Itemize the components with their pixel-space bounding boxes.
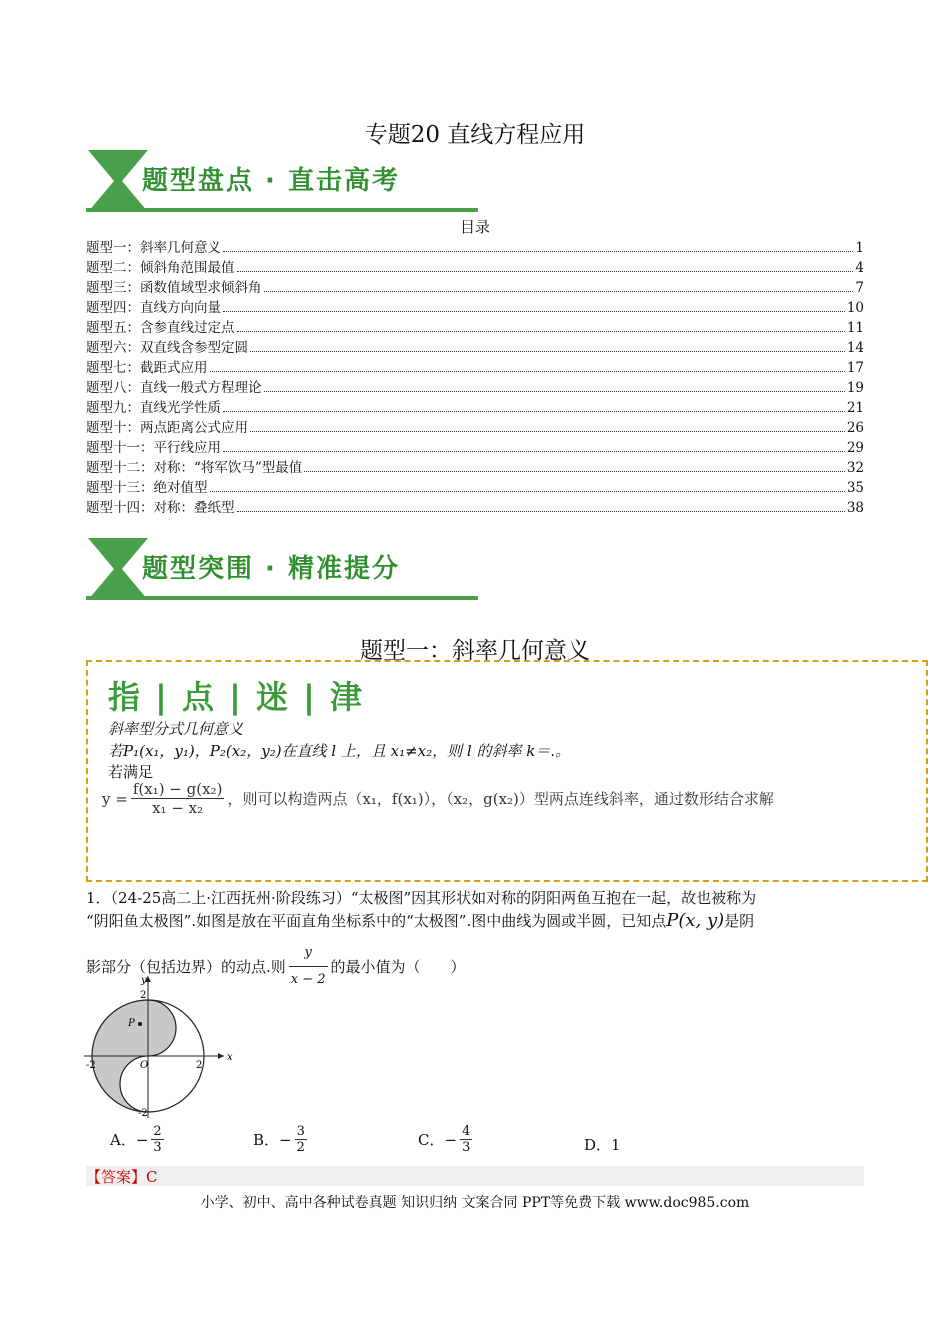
toc-row[interactable] — [86, 236, 864, 256]
option-numerator: 2 — [153, 1124, 162, 1139]
option-b[interactable] — [253, 1124, 310, 1155]
option-denominator: 3 — [462, 1140, 471, 1155]
toc-label: 题型十二：对称：“将军饮马”型最值 — [86, 460, 303, 476]
toc-page: 11 — [846, 320, 864, 336]
question-text: “阴阳鱼太极图”.如图是放在平面直角坐标系中的“太极图”.图中曲线为圆或半圆，已知点 — [86, 912, 667, 930]
toc-label: 题型九：直线光学性质 — [86, 400, 221, 416]
toc-label: 题型二：倾斜角范围最值 — [86, 260, 235, 276]
toc-row[interactable] — [86, 256, 864, 276]
formula-lhs: y = — [102, 789, 128, 808]
shaded-upper-bulge — [148, 1000, 176, 1056]
tip-line: 若满足 — [108, 763, 154, 781]
toc-row[interactable] — [86, 416, 864, 436]
toc-page: 17 — [846, 360, 864, 376]
option-denominator: 2 — [296, 1140, 305, 1155]
toc-row[interactable] — [86, 316, 864, 336]
toc-row[interactable] — [86, 456, 864, 476]
tip-heading: 指 | 点 | 迷 | 津 — [108, 678, 364, 716]
option-numerator: 3 — [296, 1124, 305, 1139]
option-c[interactable] — [418, 1124, 475, 1155]
option-value: 1 — [611, 1135, 621, 1154]
toc-label: 题型六：双直线含参型定圆 — [86, 340, 248, 356]
section-heading: 题型一：斜率几何意义 — [360, 638, 590, 664]
toc-page: 19 — [846, 380, 864, 396]
banner-text: 题型盘点 · 直击高考 — [142, 166, 400, 196]
toc-label: 题型十三：绝对值型 — [86, 480, 208, 496]
option-d[interactable] — [584, 1134, 621, 1155]
toc-page: 10 — [846, 300, 864, 316]
slope-formula — [102, 780, 774, 817]
point-p-dot — [138, 1022, 142, 1026]
page-title: 专题20 直线方程应用 — [364, 122, 586, 148]
toc-page: 21 — [846, 400, 864, 416]
fraction-denominator: x − 2 — [290, 972, 326, 987]
toc-title: 目录 — [459, 218, 490, 236]
toc-label: 题型七：截距式应用 — [86, 360, 208, 376]
tip-box — [86, 660, 928, 882]
toc-label: 题型四：直线方向向量 — [86, 300, 221, 316]
page-footer: 小学、初中、高中各种试卷真题 知识归纳 文案合同 PPT等免费下载 www.doc985.com — [200, 1195, 750, 1211]
toc-row[interactable] — [86, 436, 864, 456]
point-p-label: P — [128, 1018, 135, 1029]
banner-breakthrough — [86, 536, 478, 602]
toc-row[interactable] — [86, 276, 864, 296]
toc-label: 题型三：函数值域型求倾斜角 — [86, 280, 262, 296]
option-a[interactable] — [110, 1124, 167, 1155]
toc-page: 35 — [846, 480, 864, 496]
toc-label: 题型八：直线一般式方程理论 — [86, 380, 262, 396]
answer-value: C — [146, 1168, 158, 1186]
toc-row[interactable] — [86, 336, 864, 356]
formula-numerator: f(x₁) − g(x₂) — [132, 780, 223, 798]
option-label: D． — [584, 1136, 612, 1154]
question-text: 影部分（包括边界）的动点.则 — [86, 957, 286, 976]
toc-page: 29 — [846, 440, 864, 456]
formula-fraction — [131, 780, 225, 817]
formula-denominator: x₁ − x₂ — [152, 799, 204, 817]
tick-label-x-neg: -2 — [86, 1060, 96, 1071]
toc-row[interactable] — [86, 496, 864, 516]
banner-exam-overview — [86, 148, 478, 214]
table-of-contents — [86, 236, 864, 516]
fraction-numerator: y — [289, 940, 328, 967]
option-sign: − — [279, 1130, 292, 1149]
question-line — [86, 908, 876, 934]
taiji-figure — [84, 972, 234, 1118]
y-axis-label: y — [141, 975, 147, 986]
toc-label: 题型十：两点距离公式应用 — [86, 420, 248, 436]
toc-label: 题型五：含参直线过定点 — [86, 320, 235, 336]
tip-line: 斜率型分式几何意义 — [108, 720, 244, 738]
toc-page: 26 — [846, 420, 864, 436]
option-label: A． — [110, 1131, 136, 1149]
tip-line: 若P₁(x₁，y₁)，P₂(x₂，y₂)在直线 l 上，且 x₁≠x₂，则 l 的斜率 k＝.。 — [108, 742, 571, 760]
banner-text: 题型突围 · 精准提分 — [142, 554, 400, 584]
origin-label: O — [140, 1060, 149, 1071]
option-fraction — [295, 1124, 307, 1155]
answer-bar — [86, 1166, 864, 1186]
option-label: C． — [418, 1131, 445, 1149]
toc-row[interactable] — [86, 296, 864, 316]
toc-row[interactable] — [86, 356, 864, 376]
tick-label-y-neg: -2 — [138, 1108, 148, 1118]
toc-page: 32 — [846, 460, 864, 476]
option-denominator: 3 — [153, 1140, 162, 1155]
toc-row[interactable] — [86, 476, 864, 496]
toc-row[interactable] — [86, 396, 864, 416]
toc-page: 7 — [855, 280, 864, 296]
tick-label-x-pos: 2 — [196, 1060, 203, 1071]
toc-page: 1 — [855, 240, 864, 256]
option-label: B． — [253, 1131, 280, 1149]
toc-label: 题型十一：平行线应用 — [86, 440, 221, 456]
option-sign: − — [444, 1130, 458, 1149]
question-text: “太极图”因其形状如对称的阴阳两鱼互抱在一起，故也被称为 — [350, 889, 757, 907]
toc-label: 题型一：斜率几何意义 — [86, 240, 221, 256]
x-axis-label: x — [227, 1052, 233, 1063]
toc-page: 38 — [846, 500, 864, 516]
toc-page: 14 — [846, 340, 864, 356]
option-fraction — [151, 1124, 163, 1155]
question-number: 1． — [86, 889, 111, 907]
toc-page: 4 — [855, 260, 864, 276]
question-text: 是阴 — [724, 912, 755, 930]
tick-label-y-pos: 2 — [140, 990, 147, 1001]
question-source: （24-25高二上·江西抚州·阶段练习） — [110, 889, 351, 907]
question-text: 的最小值为（ ） — [330, 957, 466, 976]
toc-row[interactable] — [86, 376, 864, 396]
option-sign: − — [135, 1130, 149, 1149]
answer-tag: 【答案】 — [86, 1168, 147, 1186]
option-numerator: 4 — [462, 1124, 471, 1139]
point-notation: P(x, y) — [666, 910, 725, 931]
option-fraction — [460, 1124, 472, 1155]
question-fraction — [289, 940, 328, 993]
formula-rest: ，则可以构造两点（x₁，f(x₁)），（x₂，g(x₂)）型两点连线斜率，通过数形结合求解 — [227, 790, 774, 808]
toc-label: 题型十四：对称：叠纸型 — [86, 500, 235, 516]
